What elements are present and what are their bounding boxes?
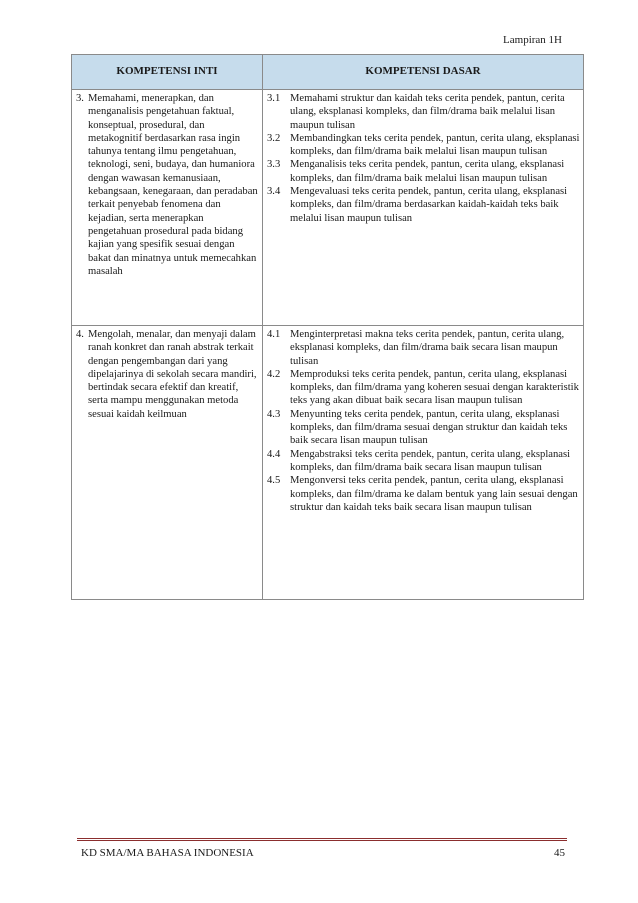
header-kompetensi-inti: KOMPETENSI INTI xyxy=(72,55,263,90)
table-row xyxy=(72,90,584,326)
ki-text: Mengolah, menalar, dan menyaji dalam ranah konkret dan ranah abstrak terkait dengan pengembangan dari yang dipelajarinya di sekolah secara mandiri, bertindak secara efektif dan kreatif, serta mampu menggunakan metoda sesuai kaidah keilmuan xyxy=(88,329,257,420)
kd-text: Menganalisis teks cerita pendek, pantun, cerita ulang, eksplanasi kompleks, dan film/drama baik melalui lisan maupun tulisan xyxy=(290,159,565,184)
page-footer xyxy=(77,838,567,859)
table-row xyxy=(72,326,584,600)
kd-text: Mengevaluasi teks cerita pendek, pantun, cerita ulang, eksplanasi kompleks, dan film/drama berdasarkan kaidah-kaidah teks baik melalui lisan maupun tulisan xyxy=(290,186,568,224)
kd-item xyxy=(267,132,580,159)
kd-number: 4.5 xyxy=(267,475,281,487)
kd-text: Menginterpretasi makna teks cerita pendek, pantun, cerita ulang, eksplanasi kompleks, dan film/drama baik secara lisan maupun tulisan xyxy=(290,329,565,367)
kd-item xyxy=(267,328,580,368)
kd-item xyxy=(267,408,580,448)
kd-item xyxy=(267,92,580,132)
kd-number: 3.1 xyxy=(267,93,281,104)
ki-number: 3. xyxy=(76,93,84,104)
kd-number: 3.2 xyxy=(267,132,281,144)
kd-number: 4.3 xyxy=(267,408,281,420)
kd-item xyxy=(267,448,580,475)
footer-rule xyxy=(77,840,567,841)
ki-cell xyxy=(72,90,263,326)
kd-number: 4.2 xyxy=(267,368,281,380)
kd-cell xyxy=(263,326,584,600)
ki-cell xyxy=(72,326,263,600)
kd-text: Memproduksi teks cerita pendek, pantun, cerita ulang, eksplanasi kompleks, dan film/drama yang koheren sesuai dengan karakteristik teks yang akan dibuat baik secara lisan maupun tulisan xyxy=(290,368,579,407)
kd-number: 4.4 xyxy=(267,448,281,460)
kd-number: 3.4 xyxy=(267,186,281,198)
kd-number: 3.3 xyxy=(267,159,281,171)
ki-text: Memahami, menerapkan, dan menganalisis pengetahuan faktual, konseptual, prosedural, dan metakognitif berdasarkan rasa ingin tahunya tentang ilmu pengetahuan, teknologi, seni, budaya, dan humaniora dengan wawasan kemanusiaan, kebangsaan, kenegaraan, dan peradaban terkait penyebab fenomena dan kejadian, serta menerapkan pengetahuan prosedural pada bidang kajian yang spesifik sesuai dengan bakat dan minatnya untuk memecahkan masalah xyxy=(88,93,258,277)
kd-item xyxy=(267,368,580,408)
kd-item xyxy=(267,158,580,185)
page-number: 45 xyxy=(554,847,565,859)
kd-text: Membandingkan teks cerita pendek, pantun, cerita ulang, eksplanasi kompleks, dan film/drama baik melalui lisan maupun tulisan xyxy=(290,132,580,158)
kd-cell xyxy=(263,90,584,326)
kd-item xyxy=(267,185,580,225)
kd-text: Mengabstraksi teks cerita pendek, pantun, cerita ulang, eksplanasi kompleks, dan film/drama baik secara lisan maupun tulisan xyxy=(290,448,571,473)
kd-text: Mengonversi teks cerita pendek, pantun, cerita ulang, eksplanasi kompleks, dan film/drama ke dalam bentuk yang lain sesuai dengan struktur dan kaidah teks baik secara lisan maupun tulisan xyxy=(290,475,578,513)
header-kompetensi-dasar: KOMPETENSI DASAR xyxy=(263,55,584,90)
ki-number: 4. xyxy=(76,329,84,340)
kd-text: Memahami struktur dan kaidah teks cerita pendek, pantun, cerita ulang, eksplanasi kompleks, dan film/drama baik melalui lisan maupun tulisan xyxy=(290,93,565,131)
kd-number: 4.1 xyxy=(267,329,281,340)
kd-item xyxy=(267,474,580,514)
footer-label: KD SMA/MA BAHASA INDONESIA xyxy=(81,847,254,859)
kd-text: Menyunting teks cerita pendek, pantun, cerita ulang, eksplanasi kompleks, dan film/drama sesuai dengan struktur dan kaidah teks baik secara lisan maupun tulisan xyxy=(290,408,568,447)
appendix-label: Lampiran 1H xyxy=(503,34,562,46)
competency-table xyxy=(71,54,584,600)
table-header-row xyxy=(72,55,584,90)
